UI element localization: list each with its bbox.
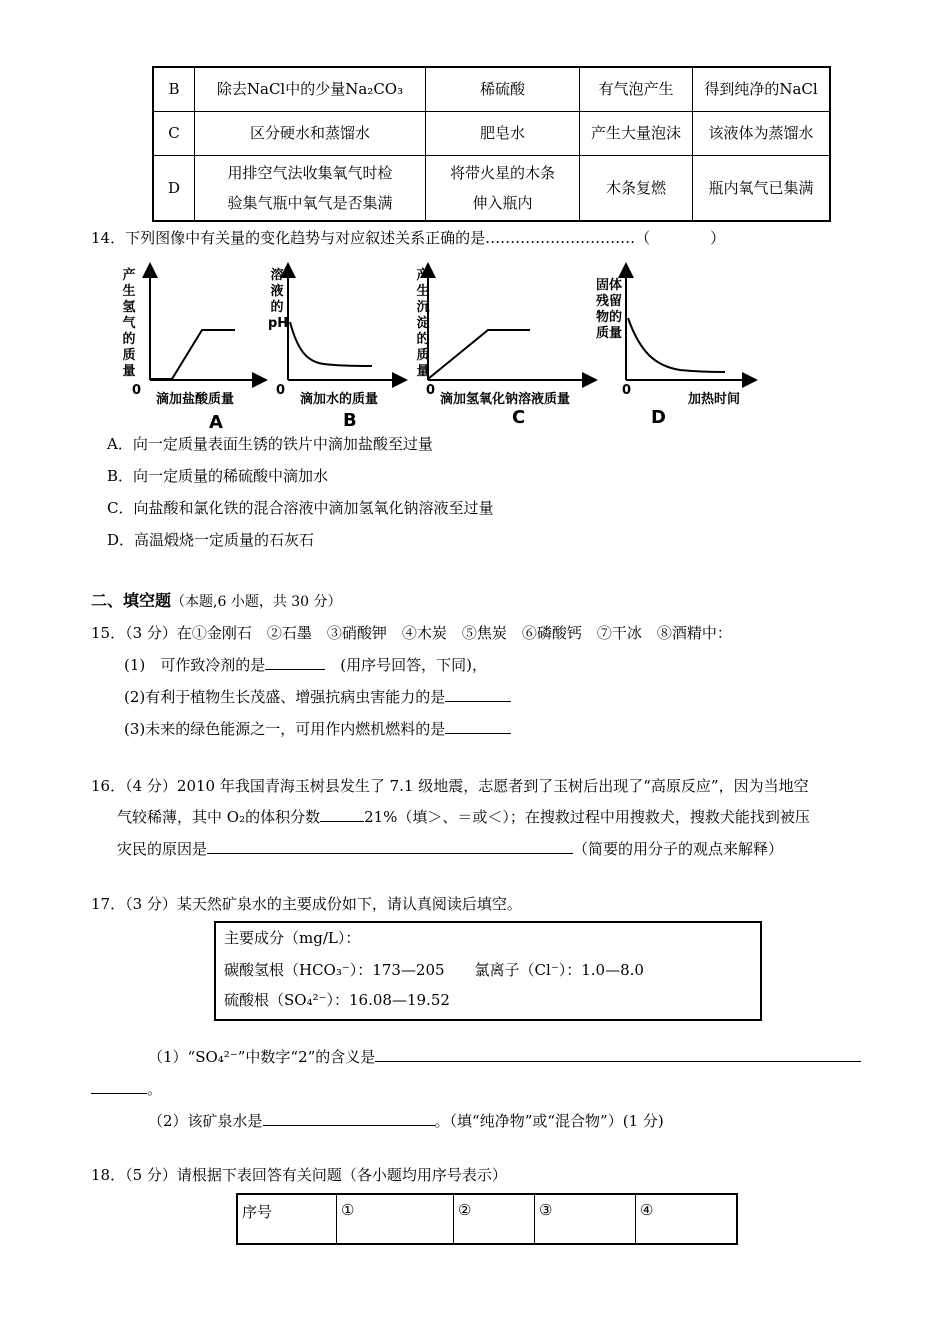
cell-option: C (153, 111, 195, 155)
graph-d-letter: D (651, 407, 666, 428)
cell-phenomenon: 木条复燃 (580, 155, 693, 221)
graph-b-curve (290, 322, 372, 366)
cell-reagent: 稀硫酸 (426, 67, 580, 111)
q18-table (236, 1193, 738, 1245)
table-header-cell: ④ (636, 1194, 738, 1244)
graph-d-curve (628, 318, 725, 372)
q15-part-1-note: (用序号回答，下同)， (325, 656, 487, 674)
section-title-text: 二、填空题 (91, 591, 172, 610)
q16-line-2-text: 气较稀薄，其中 O₂的体积分数 (117, 808, 321, 826)
graph-d-xlabel: 加热时间 (688, 392, 741, 407)
experiment-table (152, 66, 831, 222)
q18-stem: 18．（5 分）请根据下表回答有关问题（各小题均用序号表示） (91, 1166, 507, 1184)
graph-c-origin: 0 (426, 383, 436, 398)
answer-blank[interactable] (263, 1111, 435, 1126)
graph-c-letter: C (512, 407, 526, 428)
graph-c (428, 270, 590, 380)
graph-c-xlabel: 滴加氢氧化钠溶液质量 (440, 392, 571, 407)
table-row (153, 67, 830, 111)
q16-line-2 (117, 806, 810, 827)
graph-a-ylabel: 产生氢气的质量 (122, 268, 136, 379)
q17-part-2 (148, 1110, 664, 1131)
q15-part-3 (124, 718, 511, 739)
cell-purpose: 除去NaCl中的少量Na₂CO₃ (195, 67, 426, 111)
section-title (91, 588, 342, 611)
answer-blank[interactable] (375, 1047, 861, 1062)
q17-part-2-note: 。（填“纯净物”或“混合物”）(1 分) (434, 1112, 664, 1130)
graph-c-ylabel: 产生沉淀的质量 (416, 268, 430, 379)
purpose-line-1: 用排空气法收集氧气时检 (227, 163, 393, 182)
purpose-line-2: 验集气瓶中氧气是否集满 (227, 193, 393, 212)
graph-a-origin: 0 (132, 383, 142, 398)
table-row (153, 111, 830, 155)
q16-line-2-rest: 21%（填＞、＝或＜）；在搜救过程中用搜救犬，搜救犬能找到被压 (364, 808, 810, 826)
q17-stem: 17．（3 分）某天然矿泉水的主要成份如下，请认真阅读后填空。 (91, 895, 522, 913)
q17-composition-box (214, 921, 762, 1021)
q15-part-2 (124, 686, 511, 707)
q16-line-3 (117, 838, 783, 859)
q14-option-b: B．向一定质量的稀硫酸中滴加水 (107, 467, 329, 485)
cell-reagent (426, 155, 580, 221)
reagent-line-2: 伸入瓶内 (472, 193, 533, 212)
cell-reagent: 肥皂水 (426, 111, 580, 155)
box-line-3: 硫酸根（SO₄²⁻）：16.08—19.52 (224, 991, 450, 1009)
graph-b-letter: B (343, 410, 357, 431)
graph-a (150, 270, 260, 380)
cell-conclusion: 得到纯净的NaCl (693, 67, 831, 111)
graph-a-xlabel: 滴加盐酸质量 (156, 392, 235, 407)
q15-part-2-text: (2)有利于植物生长茂盛、增强抗病虫害能力的是 (124, 688, 446, 706)
table-header-cell: 序号 (237, 1194, 337, 1244)
graph-b (288, 270, 400, 380)
table-row (237, 1194, 737, 1244)
cell-phenomenon: 有气泡产生 (580, 67, 693, 111)
table-header-cell: ③ (535, 1194, 636, 1244)
cell-conclusion: 该液体为蒸馏水 (693, 111, 831, 155)
answer-blank[interactable] (207, 839, 573, 854)
q15-part-1 (124, 654, 487, 675)
graph-b-origin: 0 (276, 383, 286, 398)
q14-stem: 14．下列图像中有关量的变化趋势与对应叙述关系正确的是…………………………（ ） (91, 229, 726, 247)
q15-part-3-text: (3)未来的绿色能源之一，可用作内燃机燃料的是 (124, 720, 446, 738)
table-header-cell: ② (454, 1194, 535, 1244)
cell-conclusion: 瓶内氧气已集满 (693, 155, 831, 221)
graph-c-curve (428, 330, 530, 379)
answer-blank[interactable] (91, 1079, 147, 1094)
graph-b-xlabel: 滴加水的质量 (300, 392, 379, 407)
table-row (153, 155, 830, 221)
box-line-2: 碳酸氢根（HCO₃⁻）：173—205 氯离子（Cl⁻）：1.0—8.0 (224, 961, 644, 979)
answer-blank[interactable] (445, 719, 511, 734)
q15-stem: 15．（3 分）在①金刚石 ②石墨 ③硝酸钾 ④木炭 ⑤焦炭 ⑥磷酸钙 ⑦干冰 ⑧酒精中： (91, 624, 732, 642)
q16-line-1: 16．（4 分）2010 年我国青海玉树县发生了 7.1 级地震，志愿者到了玉树后出现了“高原反应”，因为当地空 (91, 777, 809, 795)
answer-blank[interactable] (445, 687, 511, 702)
answer-blank[interactable] (265, 655, 325, 670)
graph-b-ylabel: 溶液的pH (268, 268, 289, 331)
q16-line-3-text: 灾民的原因是 (117, 840, 208, 858)
cell-purpose (195, 155, 426, 221)
graph-d-ylabel: 固体残留物的质量 (595, 278, 622, 341)
q17-part-1 (148, 1046, 861, 1067)
section-title-note: （本题,6 小题，共 30 分） (171, 594, 342, 610)
cell-option: D (153, 155, 195, 221)
reagent-line-1: 将带火星的木条 (449, 163, 555, 182)
answer-blank[interactable] (320, 807, 364, 822)
graph-a-letter: A (209, 412, 223, 433)
q17-part-1-end: 。 (147, 1080, 163, 1098)
graph-d (626, 270, 750, 380)
cell-purpose: 区分硬水和蒸馏水 (195, 111, 426, 155)
table-header-cell: ① (337, 1194, 454, 1244)
cell-phenomenon: 产生大量泡沫 (580, 111, 693, 155)
q17-part-1-cont (91, 1078, 162, 1099)
q14-option-c: C．向盐酸和氯化铁的混合溶液中滴加氢氧化钠溶液至过量 (107, 499, 494, 517)
q14-option-d: D．高温煅烧一定质量的石灰石 (107, 531, 315, 549)
q14-option-a: A．向一定质量表面生锈的铁片中滴加盐酸至过量 (107, 435, 433, 453)
q15-part-1-text: (1) 可作致冷剂的是 (124, 656, 266, 674)
graph-d-origin: 0 (622, 383, 632, 398)
box-line-1: 主要成分（mg/L）： (224, 929, 361, 947)
graph-a-curve (150, 330, 235, 379)
q17-part-1-text: （1）“SO₄²⁻”中数字“2”的含义是 (148, 1048, 376, 1066)
q16-line-3-note: （简要的用分子的观点来解释） (573, 840, 784, 858)
q17-part-2-text: （2）该矿泉水是 (148, 1112, 263, 1130)
cell-option: B (153, 67, 195, 111)
